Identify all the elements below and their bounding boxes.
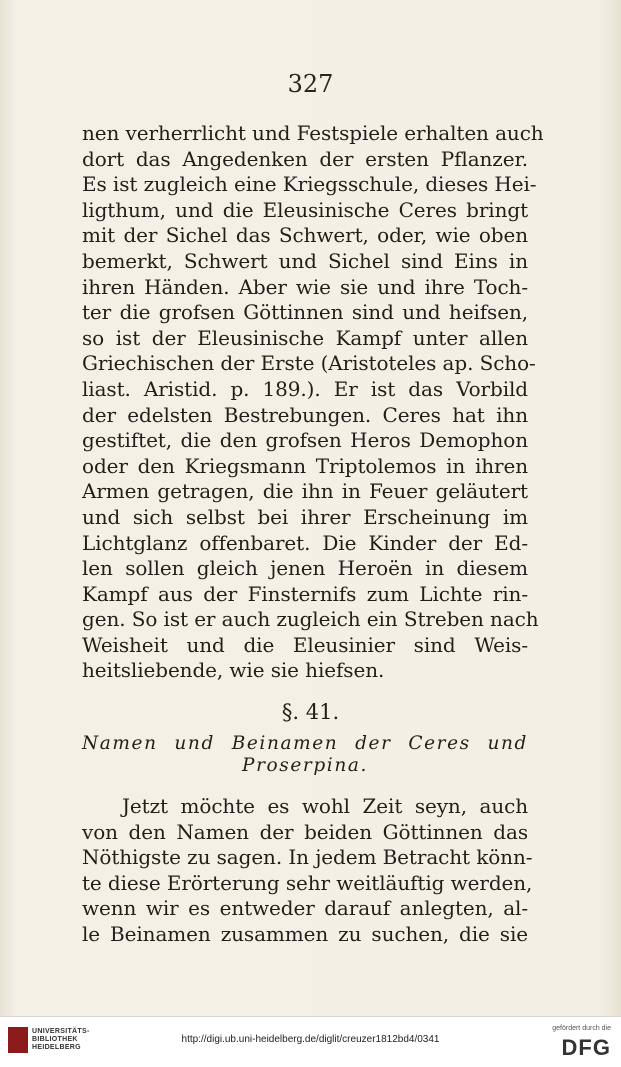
institution-line: BIBLIOTHEK <box>32 1036 78 1043</box>
text-line: Armen getragen, die ihn in Feuer geläutert <box>82 479 528 504</box>
section-title-line: Namen und Beinamen der Ceres und <box>82 733 528 754</box>
text-line: Griechischen der Erste (Aristoteles ap. Scho- <box>82 351 536 376</box>
text-line: nen verherrlicht und Festspiele erhalten auch <box>82 121 544 145</box>
text-line: Es ist zugleich eine Kriegsschule, dieses Hei- <box>82 172 537 197</box>
dfg-logo: DFG <box>561 1035 611 1060</box>
text-line: mit der Sichel das Schwert, oder, wie oben <box>82 223 528 248</box>
text-line: und sich selbst bei ihrer Erscheinung im <box>82 504 528 529</box>
section-title <box>82 733 528 777</box>
text-line: von den Namen der beiden Göttinnen das <box>82 819 528 844</box>
text-line: Lichtglanz offenbaret. Die Kinder der Ed- <box>82 530 528 555</box>
text-line: so ist der Eleusinische Kampf unter allen <box>82 325 528 350</box>
institution-line: HEIDELBERG <box>32 1044 81 1051</box>
text-line: ihren Händen. Aber wie sie und ihre Toch- <box>82 274 528 299</box>
section-heading: §. 41. <box>281 700 340 724</box>
text-line: der edelsten Bestrebungen. Ceres hat ihn <box>82 402 528 427</box>
text-line: len sollen gleich jenen Heroën in diesem <box>82 556 528 581</box>
text-line: heitsliebende, wie sie hiefsen. <box>82 658 385 683</box>
page-number: 327 <box>287 70 334 98</box>
text-line: liast. Aristid. p. 189.). Er ist das Vorbild <box>82 376 528 401</box>
text-line: gestiftet, die den grofsen Heros Demophon <box>82 428 528 453</box>
text-line: Weisheit und die Eleusinier sind Weis- <box>82 632 528 657</box>
text-line: Jetzt möchte es wohl Zeit seyn, auch <box>122 794 528 818</box>
text-line: ligthum, und die Eleusinische Ceres bringt <box>82 197 528 222</box>
source-url-link[interactable]: http://digi.ub.uni-heidelberg.de/diglit/creuzer1812bd4/0341 <box>181 1034 440 1045</box>
sponsor-label: gefördert durch die <box>552 1025 611 1032</box>
text-line: le Beinamen zusammen zu suchen, die sie <box>82 921 528 946</box>
text-line: Nöthigste zu sagen. In jedem Betracht könn- <box>82 845 533 870</box>
text-line: ter die grofsen Göttinnen sind und heifsen, <box>82 300 528 325</box>
paragraph-2 <box>82 794 533 948</box>
text-line: bemerkt, Schwert und Sichel sind Eins in <box>82 248 528 273</box>
text-line: wenn wir es entweder darauf anlegten, al- <box>82 896 528 921</box>
viewer-footer <box>0 1016 621 1067</box>
section-title-line: Proserpina. <box>242 755 368 776</box>
text-line: dort das Angedenken der ersten Pflanzer. <box>82 146 528 171</box>
institution-line: UNIVERSITÄTS- <box>32 1028 90 1035</box>
text-line: gen. So ist er auch zugleich ein Streben nach <box>82 607 539 632</box>
paragraph-1 <box>82 121 544 684</box>
text-line: oder den Kriegsmann Triptolemos in ihren <box>82 453 528 478</box>
text-line: te diese Erörterung sehr weitläuftig werden, <box>82 870 533 895</box>
text-line: Kampf aus der Finsternifs zum Lichte rin- <box>82 581 528 606</box>
